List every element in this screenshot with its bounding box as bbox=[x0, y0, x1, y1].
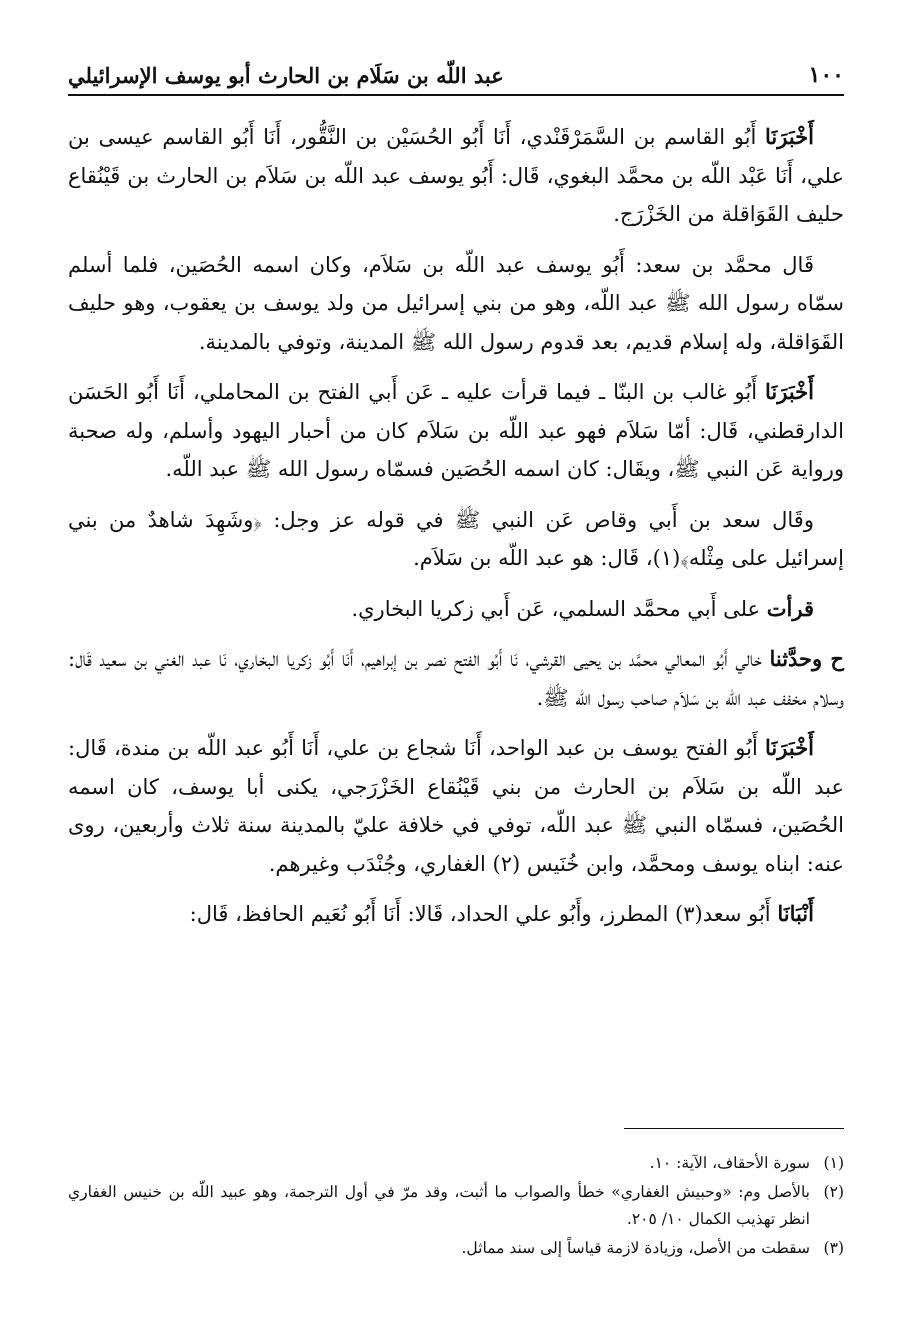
paragraph-lead: أَخْبَرَنَا bbox=[765, 379, 814, 404]
footnotes bbox=[68, 1150, 844, 1264]
paragraph-text: على أَبي محمَّد السلمي، عَن أَبي زكريا البخاري. bbox=[351, 596, 767, 621]
footnote-text: بالأصل وم: «وحبيش الغفاري» خطأ والصواب ما أثبت، وقد مرّ في أول الترجمة، وهو عبيد اللّه بن خنيس الغفاري انظر تهذيب الكمال ١٠/ ٢٠٥. bbox=[68, 1183, 810, 1228]
paragraph-text: أَبُو سعد(٣) المطرز، وأَبُو علي الحداد، قَالا: أَنَا أَبُو نُعَيم الحافظ، قَال: bbox=[189, 902, 778, 926]
paragraph-6 bbox=[68, 640, 844, 717]
paragraph-lead: أَخْبَرَنَا bbox=[765, 735, 814, 760]
footnote-number: (٣) bbox=[823, 1239, 844, 1257]
paragraph-7 bbox=[68, 729, 844, 883]
footnote-text: سقطت من الأصل، وزيادة لازمة قياساً إلى سند مماثل. bbox=[461, 1239, 810, 1257]
footnote-2 bbox=[68, 1179, 844, 1233]
footnote-number: (١) bbox=[823, 1154, 844, 1172]
running-title: عبد اللّه بن سَلَام بن الحارث أبو يوسف الإسرائيلي bbox=[68, 63, 504, 88]
paragraph-text: أَبُو غالب بن البنّا ـ فيما قرأت عليه ـ عَن أَبي الفتح بن المحاملي، أَنَا أَبُو الحَسَن الدارقطني، قَال: أمّا سَلاَم فهو عبد اللّه بن سَلاَم كان من أحبار اليهود وأسلم، وله صحبة ورواية عَن النبي ﷺ، ويقَال: كان اسمه الحُصَين فسمّاه رسول الله ﷺ عبد اللّه. bbox=[68, 380, 844, 481]
paragraph-lead: ح وحدَّثنا bbox=[769, 646, 844, 671]
paragraph-text: وقَال سعد بن أَبي وقاص عَن النبي ﷺ في قوله عز وجل: ﴿وشَهِدَ شاهدٌ من بني إسرائيل على مِثْله﴾(١)، قَال: هو عبد اللّه بن سَلاَم. bbox=[68, 507, 844, 570]
page-number: ١٠٠ bbox=[808, 62, 844, 88]
paragraph-lead: قرأت bbox=[766, 595, 814, 621]
paragraph-5 bbox=[68, 590, 844, 629]
paragraph-text: أَبُو الفتح يوسف بن عبد الواحد، أَنَا شجاع بن علي، أَنَا أَبُو عبد اللّه بن مندة، قَال: عبد اللّه بن سَلاَم بن الحارث من بني قَيْنُقاع الخَزْرَجي، يكنى أبا يوسف، كان اسمه الحُصَين، فسمّاه النبي ﷺ عبد اللّه، توفي في خلافة عليّ بالمدينة سنة ثلاث وأربعين، روى عنه: ابناه يوسف ومحمَّد، وابن خُنَيس (٢) الغفاري، وجُنْدَب وغيرهم. bbox=[68, 736, 844, 876]
page-header bbox=[68, 52, 844, 96]
footnote-3 bbox=[68, 1235, 844, 1262]
paragraph-4 bbox=[68, 501, 844, 578]
paragraph-1 bbox=[68, 118, 844, 234]
paragraph-lead: أَنْبَانَا bbox=[777, 901, 814, 926]
paragraph-2 bbox=[68, 246, 844, 362]
paragraph-text: خالي أَبُو المعالي محمَّد بن يحيى القرشي، نَا أَبُو الفتح نصر بن إبراهيم، أَنَا أَبُو زكريا البخاري، نَا عبد الغني بن سعيد قَال: وسلام مخفف عبد اللّه بن سَلاَم صاحب رسول الله ﷺ. bbox=[68, 647, 844, 710]
paragraph-text: أَبُو القاسم بن السَّمَرْقَنْدي، أَنَا أَبُو الحُسَيْن بن النَّقُّور، أَنَا أَبُو القاسم عيسى بن علي، أَنَا عَبْد اللّه بن محمَّد البغوي، قَال: أَبُو يوسف عبد اللّه بن سَلاَم بن الحارث بن قَيْنُقاع حليف القَوَاقلة من الخَزْرَج. bbox=[68, 125, 844, 226]
paragraph-8 bbox=[68, 895, 844, 934]
paragraph-text: قَال محمَّد بن سعد: أَبُو يوسف عبد اللّه بن سَلاَم، وكان اسمه الحُصَين، فلما أسلم سمّاه رسول الله ﷺ عبد اللّه، وهو من بني إسرائيل من ولد يوسف بن يعقوب، وهو حليف القَوَاقلة، وله إسلام قديم، بعد قدوم رسول الله ﷺ المدينة، وتوفي بالمدينة. bbox=[68, 252, 844, 354]
footnote-divider bbox=[624, 1128, 844, 1129]
footnote-text: سورة الأحقاف، الآية: ١٠. bbox=[649, 1154, 810, 1172]
paragraph-lead: أَخْبَرَنَا bbox=[765, 124, 814, 149]
body-text bbox=[68, 118, 844, 946]
footnote-1 bbox=[68, 1150, 844, 1177]
footnote-number: (٢) bbox=[823, 1183, 844, 1201]
paragraph-3 bbox=[68, 373, 844, 489]
